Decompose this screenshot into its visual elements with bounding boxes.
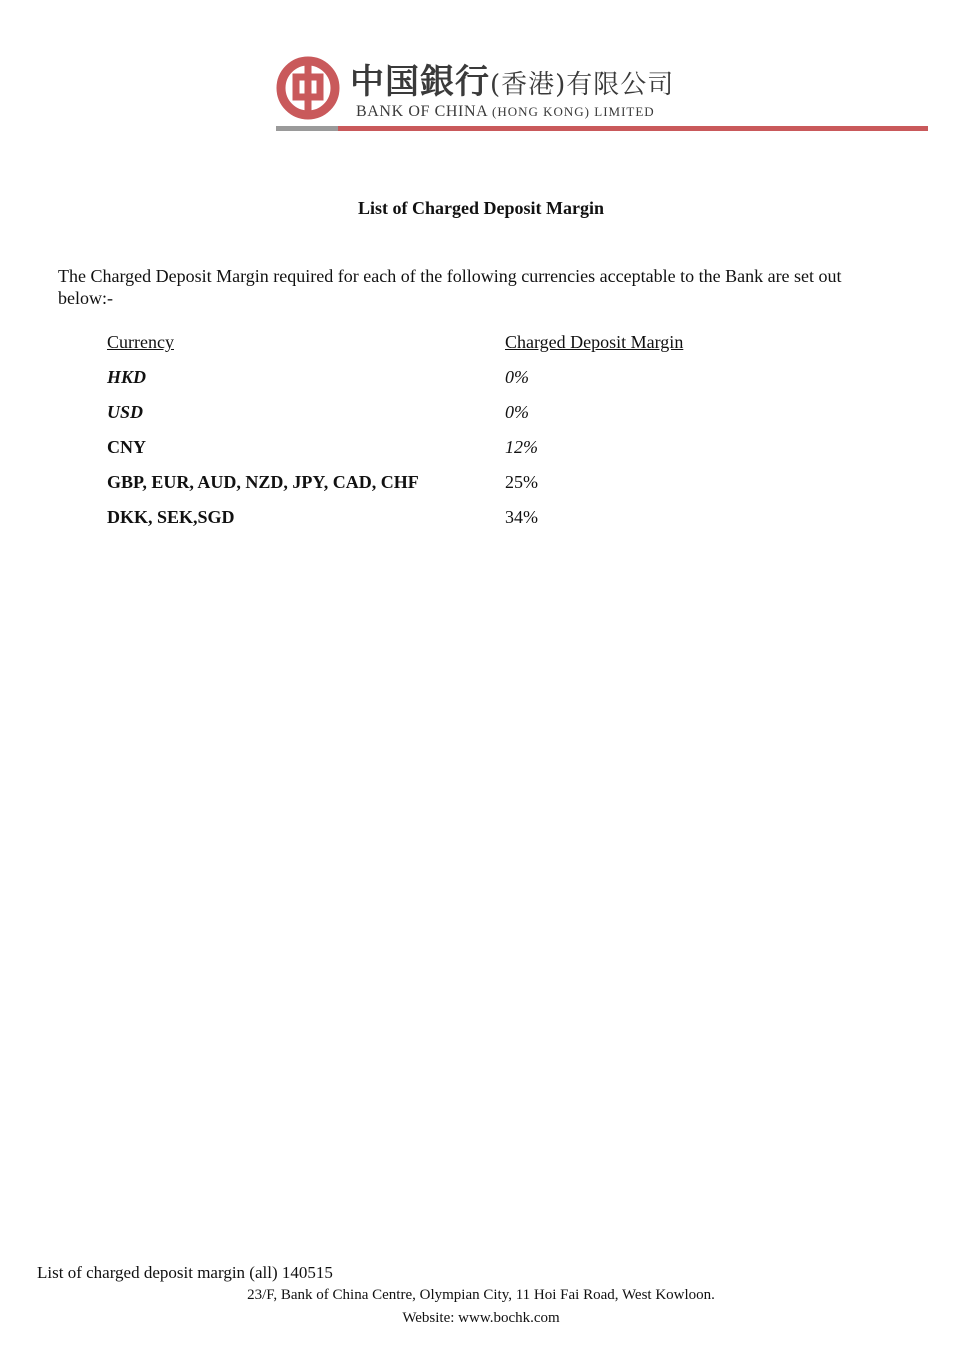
header-currency: Currency <box>107 332 174 352</box>
header-margin: Charged Deposit Margin <box>505 332 684 352</box>
header-rule-red <box>338 126 928 131</box>
margin-cell: 34% <box>505 507 538 527</box>
margin-table <box>107 332 867 542</box>
logo-english-name <box>356 103 655 121</box>
document-title: List of Charged Deposit Margin <box>358 198 604 218</box>
table-row <box>107 507 867 542</box>
logo-english-main: BANK OF CHINA <box>356 103 488 120</box>
currency-cell: HKD <box>107 367 147 387</box>
currency-cell: USD <box>107 402 144 422</box>
margin-cell: 0% <box>505 367 529 387</box>
header-rule-gray <box>276 126 338 131</box>
footer-address: 23/F, Bank of China Centre, Olympian City, 11 Hoi Fai Road, West Kowloon. <box>247 1287 715 1303</box>
margin-cell: 25% <box>505 472 538 492</box>
logo-chinese-name <box>350 54 674 103</box>
table-row <box>107 437 867 472</box>
intro-paragraph: The Charged Deposit Margin required for each of the following currencies acceptable to the Bank are set out below:- <box>58 266 842 308</box>
footer-reference: List of charged deposit margin (all) 140515 <box>37 1263 333 1282</box>
logo-chinese-main: 中国銀行 <box>350 62 490 102</box>
letterhead <box>0 0 965 140</box>
bank-of-china-logo-icon <box>276 56 340 120</box>
footer-website: Website: www.bochk.com <box>402 1310 560 1326</box>
currency-cell: DKK, SEK,SGD <box>107 507 235 527</box>
margin-cell: 0% <box>505 402 529 422</box>
table-header-row <box>107 332 867 367</box>
table-row <box>107 472 867 507</box>
currency-cell: GBP, EUR, AUD, NZD, JPY, CAD, CHF <box>107 472 419 492</box>
currency-cell: CNY <box>107 437 146 457</box>
logo-english-sub: (HONG KONG) LIMITED <box>491 104 655 119</box>
logo-chinese-sub: (香港)有限公司 <box>490 70 675 100</box>
margin-cell: 12% <box>505 437 538 457</box>
table-row <box>107 402 867 437</box>
table-row <box>107 367 867 402</box>
